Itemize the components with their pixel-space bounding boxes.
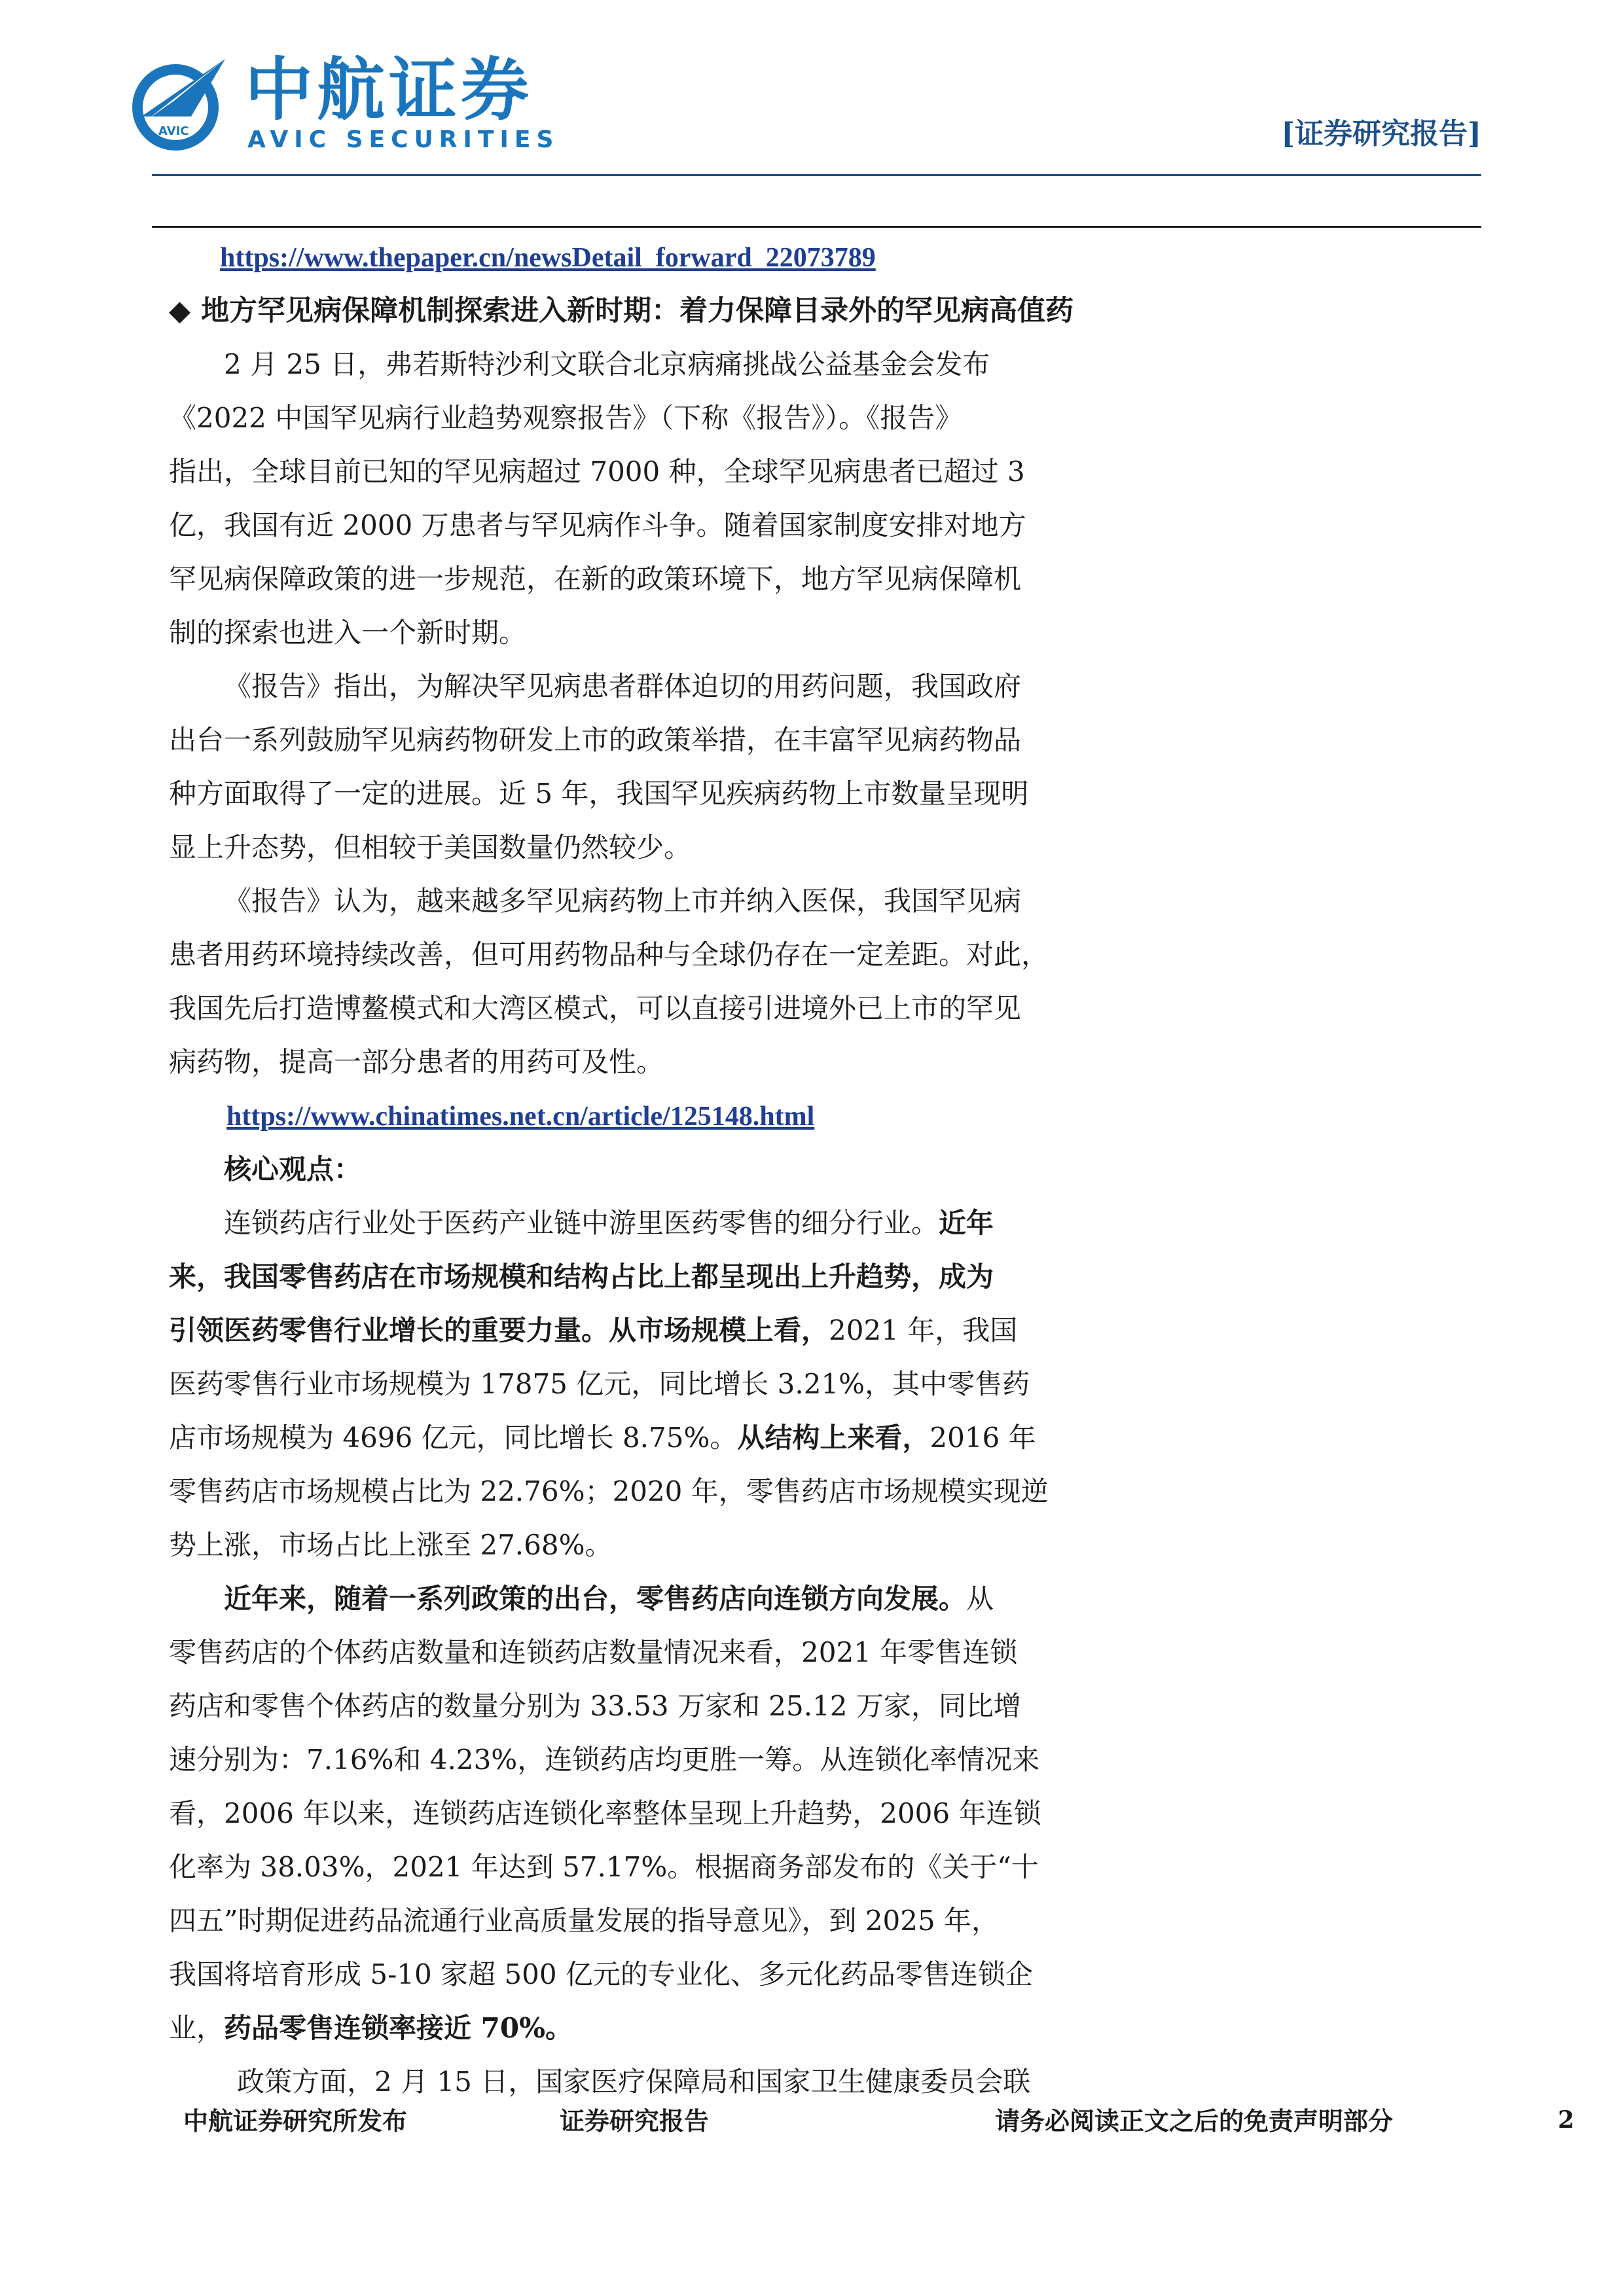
logo-mark-label: AVIC (158, 124, 189, 138)
text-span: 2021 年，我国 (829, 1314, 1018, 1346)
paragraph-chain-pharmacy (169, 1572, 1111, 2055)
text-line: 化率为 38.03%，2021 年达到 57.17%。根据商务部发布的《关于“十 (169, 1851, 1039, 1883)
text-line: 四五”时期促进药品流通行业高质量发展的指导意见》，到 2025 年， (169, 1905, 1000, 1937)
text-line: 势上涨，市场占比上涨至 27.68%。 (169, 1529, 613, 1561)
text-line: 显上升态势，但相较于美国数量仍然较少。 (169, 831, 692, 863)
section-heading (169, 284, 1111, 338)
text-line (169, 2001, 1111, 2055)
text-line: 《报告》认为，越来越多罕见病药物上市并纳入医保，我国罕见病 (224, 885, 1022, 917)
text-line: 我国将培育形成 5-10 家超 500 亿元的专业化、多元化药品零售连锁企 (169, 1958, 1033, 1990)
text-line: 制的探索也进入一个新时期。 (169, 617, 527, 649)
report-type-tag: [证券研究报告] (1281, 117, 1481, 151)
text-line: 速分别为：7.16%和 4.23%，连锁药店均更胜一筹。从连锁化率情况来 (169, 1744, 1040, 1776)
source-link-thepaper[interactable]: https://www.thepaper.cn/newsDetail_forward_22073789 (220, 243, 876, 273)
bold-text-span: 引领医药零售行业增长的重要力量。从市场规模上看， (169, 1314, 829, 1346)
report-body (169, 230, 1111, 2109)
text-span: 业， (169, 2012, 225, 2044)
text-span: 连锁药店行业处于医药产业链中游里医药零售的细分行业。 (224, 1207, 939, 1239)
bold-text-span: 从结构上来看， (737, 1422, 930, 1454)
text-line: 药店和零售个体药店的数量分别为 33.53 万家和 25.12 万家，同比增 (169, 1690, 1021, 1722)
text-line (169, 1411, 1111, 1465)
text-span: 从 (966, 1583, 994, 1615)
bold-text-span: 近年 (939, 1207, 994, 1239)
text-line: 出台一系列鼓励罕见病药物研发上市的政策举措，在丰富罕见病药物品 (169, 724, 1022, 756)
page-number: 2 (1557, 2106, 1574, 2134)
text-span: 2016 年 (929, 1422, 1036, 1454)
header-divider (152, 174, 1481, 176)
text-line: 看，2006 年以来，连锁药店连锁化率整体呈现上升趋势，2006 年连锁 (169, 1797, 1041, 1829)
text-line: 零售药店市场规模占比为 22.76%；2020 年，零售药店市场规模实现逆 (169, 1475, 1049, 1507)
text-line: 种方面取得了一定的进展。近 5 年，我国罕见疾病药物上市数量呈现明 (169, 778, 1029, 810)
source-link-chinatimes[interactable]: https://www.chinatimes.net.cn/article/125148.html (226, 1102, 815, 1132)
avic-plane-logo-icon (128, 54, 226, 152)
logo-chinese-name: 中航证券 (245, 50, 533, 130)
text-line: 零售药店的个体药店数量和连锁药店数量情况来看，2021 年零售连锁 (169, 1636, 1018, 1668)
text-span: 店市场规模为 4696 亿元，同比增长 8.75%。 (169, 1422, 738, 1454)
paragraph-rare-disease-drugs (169, 660, 1111, 874)
paragraph-policy: 政策方面，2 月 15 日，国家医疗保障局和国家卫生健康委员会联 (237, 2066, 1031, 2098)
text-line: 2 月 25 日，弗若斯特沙利文联合北京病痛挑战公益基金会发布 (224, 348, 990, 380)
text-line: 《报告》指出，为解决罕见病患者群体迫切的用药问题，我国政府 (224, 670, 1022, 702)
footer-disclaimer: 请务必阅读正文之后的免责声明部分 (995, 2106, 1394, 2136)
text-line: 罕见病保障政策的进一步规范，在新的政策环境下，地方罕见病保障机 (169, 563, 1022, 595)
section-heading-text: 地方罕见病保障机制探索进入新时期：着力保障目录外的罕见病高值药 (201, 295, 1074, 327)
text-line: 病药物，提高一部分患者的用药可及性。 (169, 1046, 664, 1078)
text-line: 亿，我国有近 2000 万患者与罕见病作斗争。随着国家制度安排对地方 (169, 509, 1026, 541)
bold-text-span: 近年来，随着一系列政策的出台，零售药店向连锁方向发展。 (224, 1583, 967, 1615)
text-line: 患者用药环境持续改善，但可用药物品种与全球仍存在一定差距。对此， (169, 939, 1049, 971)
footer-publisher: 中航证券研究所发布 (183, 2106, 408, 2136)
text-line: 我国先后打造博鳌模式和大湾区模式，可以直接引进境外已上市的罕见 (169, 992, 1022, 1024)
text-line (169, 1572, 1111, 1626)
logo-english-name: AVIC SECURITIES (247, 126, 560, 153)
avic-logo (128, 47, 560, 158)
paragraph-rare-disease-report (169, 338, 1111, 660)
paragraph-retail-pharmacy-market (169, 1196, 1111, 1572)
text-line: 医药零售行业市场规模为 17875 亿元，同比增长 3.21%，其中零售药 (169, 1368, 1030, 1400)
text-line: 来，我国零售药店在市场规模和结构占比上都呈现出上升趋势，成为 (169, 1261, 994, 1293)
diamond-bullet-icon: ◆ (169, 295, 191, 327)
bold-text-span: 药品零售连锁率接近 70%。 (224, 2012, 573, 2044)
text-line: 《2022 中国罕见病行业趋势观察报告》（下称《报告》）。《报告》 (169, 402, 963, 434)
text-line (169, 1304, 1111, 1357)
text-line: 指出，全球目前已知的罕见病超过 7000 种，全球罕见病患者已超过 3 (169, 456, 1025, 488)
footer-report-type: 证券研究报告 (560, 2106, 710, 2136)
content-top-divider (152, 226, 1481, 228)
paragraph-drug-access (169, 874, 1111, 1089)
text-line (169, 1196, 1111, 1250)
core-viewpoint-title: 核心观点： (224, 1153, 362, 1185)
